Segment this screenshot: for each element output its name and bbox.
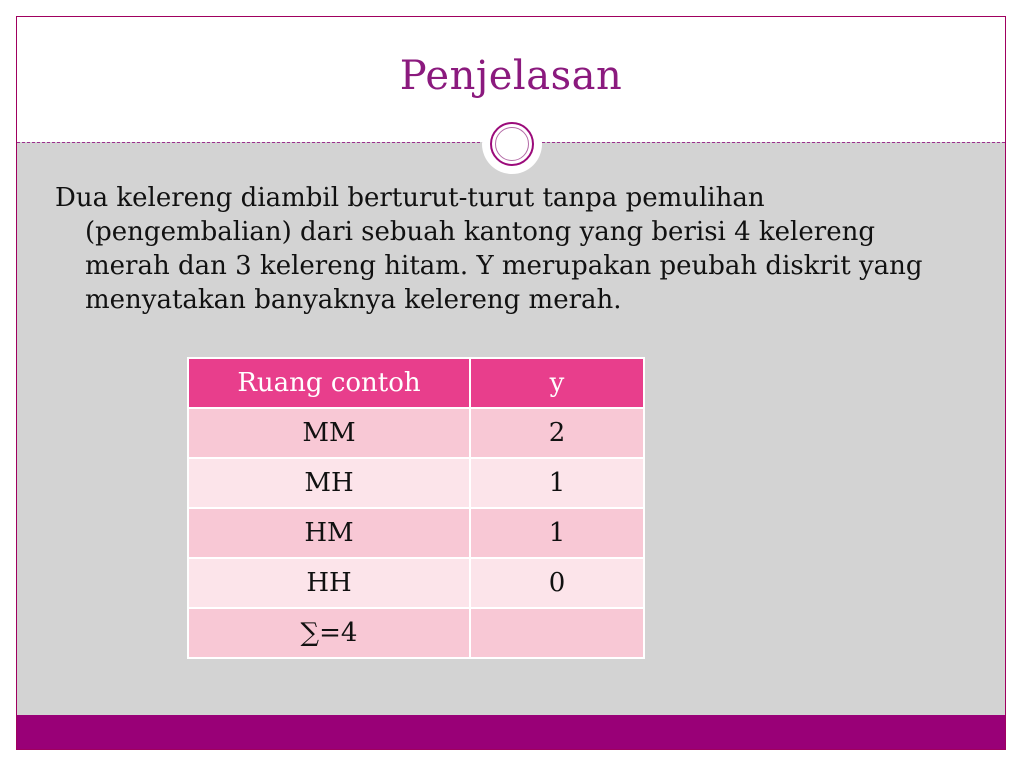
- slide-title: Penjelasan: [399, 53, 623, 99]
- header-ruang-contoh: Ruang contoh: [188, 358, 470, 408]
- circle-ornament-icon: [482, 114, 542, 174]
- table-cell-y: 2: [470, 408, 644, 458]
- table-cell-outcome: HM: [188, 508, 470, 558]
- table-header-row: [188, 358, 644, 408]
- table-cell-y: 0: [470, 558, 644, 608]
- ornament-ring: [490, 122, 534, 166]
- table-cell-outcome: HH: [188, 558, 470, 608]
- table-row: [188, 458, 644, 508]
- table-row: [188, 608, 644, 658]
- table-cell-sum: ∑=4: [188, 608, 470, 658]
- table-row: [188, 408, 644, 458]
- ornament-ring-inner: [495, 127, 529, 161]
- table-row: [188, 508, 644, 558]
- table-cell-y: 1: [470, 458, 644, 508]
- table-row: [188, 558, 644, 608]
- body-paragraph: Dua kelereng diambil berturut-turut tanpa pemulihan (pengembalian) dari sebuah kantong yang berisi 4 kelereng merah dan 3 kelereng hitam. Y merupakan peubah diskrit yang menyatakan banyaknya kelereng merah.: [55, 183, 923, 315]
- header-y: y: [470, 358, 644, 408]
- table-cell-outcome: MM: [188, 408, 470, 458]
- table-cell-empty: [470, 608, 644, 658]
- bottom-bar: [17, 715, 1005, 750]
- slide: [16, 16, 1006, 750]
- table-cell-y: 1: [470, 508, 644, 558]
- sample-space-table: [187, 357, 645, 659]
- table-cell-outcome: MH: [188, 458, 470, 508]
